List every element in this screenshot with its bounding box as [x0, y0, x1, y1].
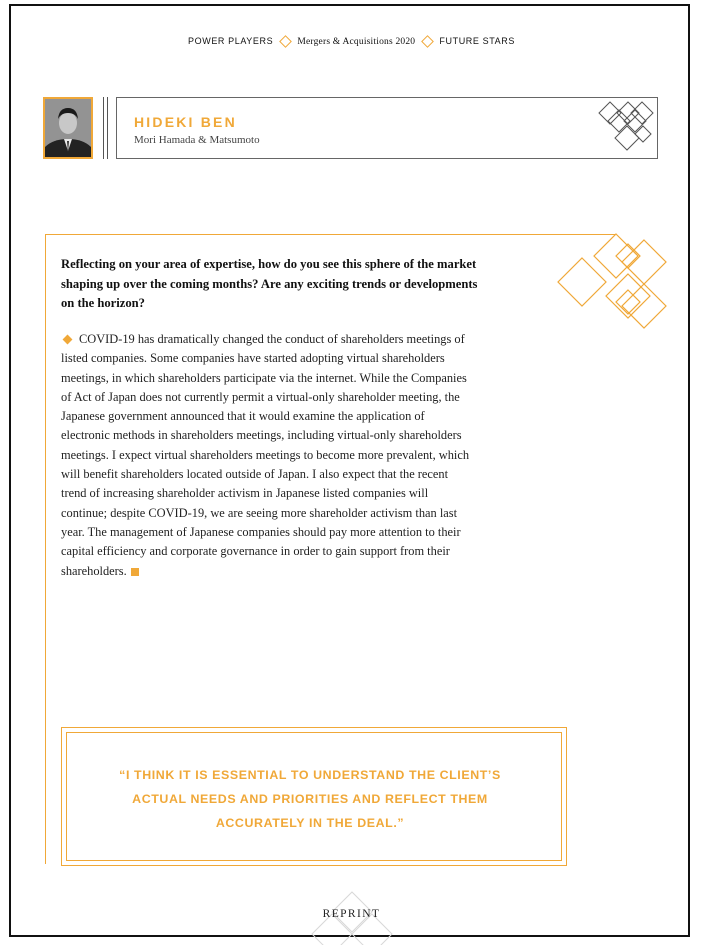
profile-photo [43, 97, 93, 159]
diamond-separator-icon [279, 35, 292, 48]
header-right-label: FUTURE STARS [439, 36, 515, 46]
name-box [116, 97, 658, 159]
diamond-separator-icon [421, 35, 434, 48]
pull-quote-box [61, 727, 567, 866]
content-border-left [45, 234, 46, 864]
profile-name: HIDEKI BEN [134, 114, 237, 130]
content-border-top [45, 234, 615, 235]
header-center-label: Mergers & Acquisitions 2020 [297, 37, 416, 47]
interview-question: Reflecting on your area of expertise, how do you see this sphere of the market shaping up over the coming months? Are any exciting trends or developments on the horizon? [61, 257, 478, 310]
footer-reprint-label: REPRINT [322, 908, 381, 920]
interview-answer [61, 330, 475, 581]
end-mark-icon [131, 568, 139, 576]
bullet-diamond-icon [63, 335, 73, 345]
pull-quote-text: “I THINK IT IS ESSENTIAL TO UNDERSTAND THE CLIENT’S ACTUAL NEEDS AND PRIORITIES AND REFLECT THEM ACCURATELY IN THE DEAL.” [119, 768, 501, 830]
header-left-label: POWER PLAYERS [188, 36, 274, 46]
divider-line [107, 97, 108, 159]
diamond-pattern-icon [595, 98, 657, 160]
answer-text: COVID-19 has dramatically changed the conduct of shareholders meetings of listed companies. Some companies have started adopting virtual shareholders meetings, in which shareholders participate via the internet. While the Companies of Act of Japan does not currently permit a virtual-only shareholder meeting, the Japanese government announced that it would examine the application of electronic methods in shareholders meetings, including virtual-only shareholders meetings. I expect virtual shareholders meetings to become more prevalent, which will benefit shareholders located outside of Japan. I also expect that the recent trend of increasing shareholder activism in Japanese listed companies will continue; despite COVID-19, we are seeing more shareholder activism than last year. The management of Japanese companies should pay more attention to their capital efficiency and corporate governance in order to gain support from their shareholders. [61, 332, 470, 578]
section-header [0, 36, 703, 47]
divider-line [103, 97, 104, 159]
diamond-decoration-icon [556, 230, 668, 334]
profile-firm: Mori Hamada & Matsumoto [134, 134, 260, 146]
person-portrait-icon [45, 99, 91, 157]
